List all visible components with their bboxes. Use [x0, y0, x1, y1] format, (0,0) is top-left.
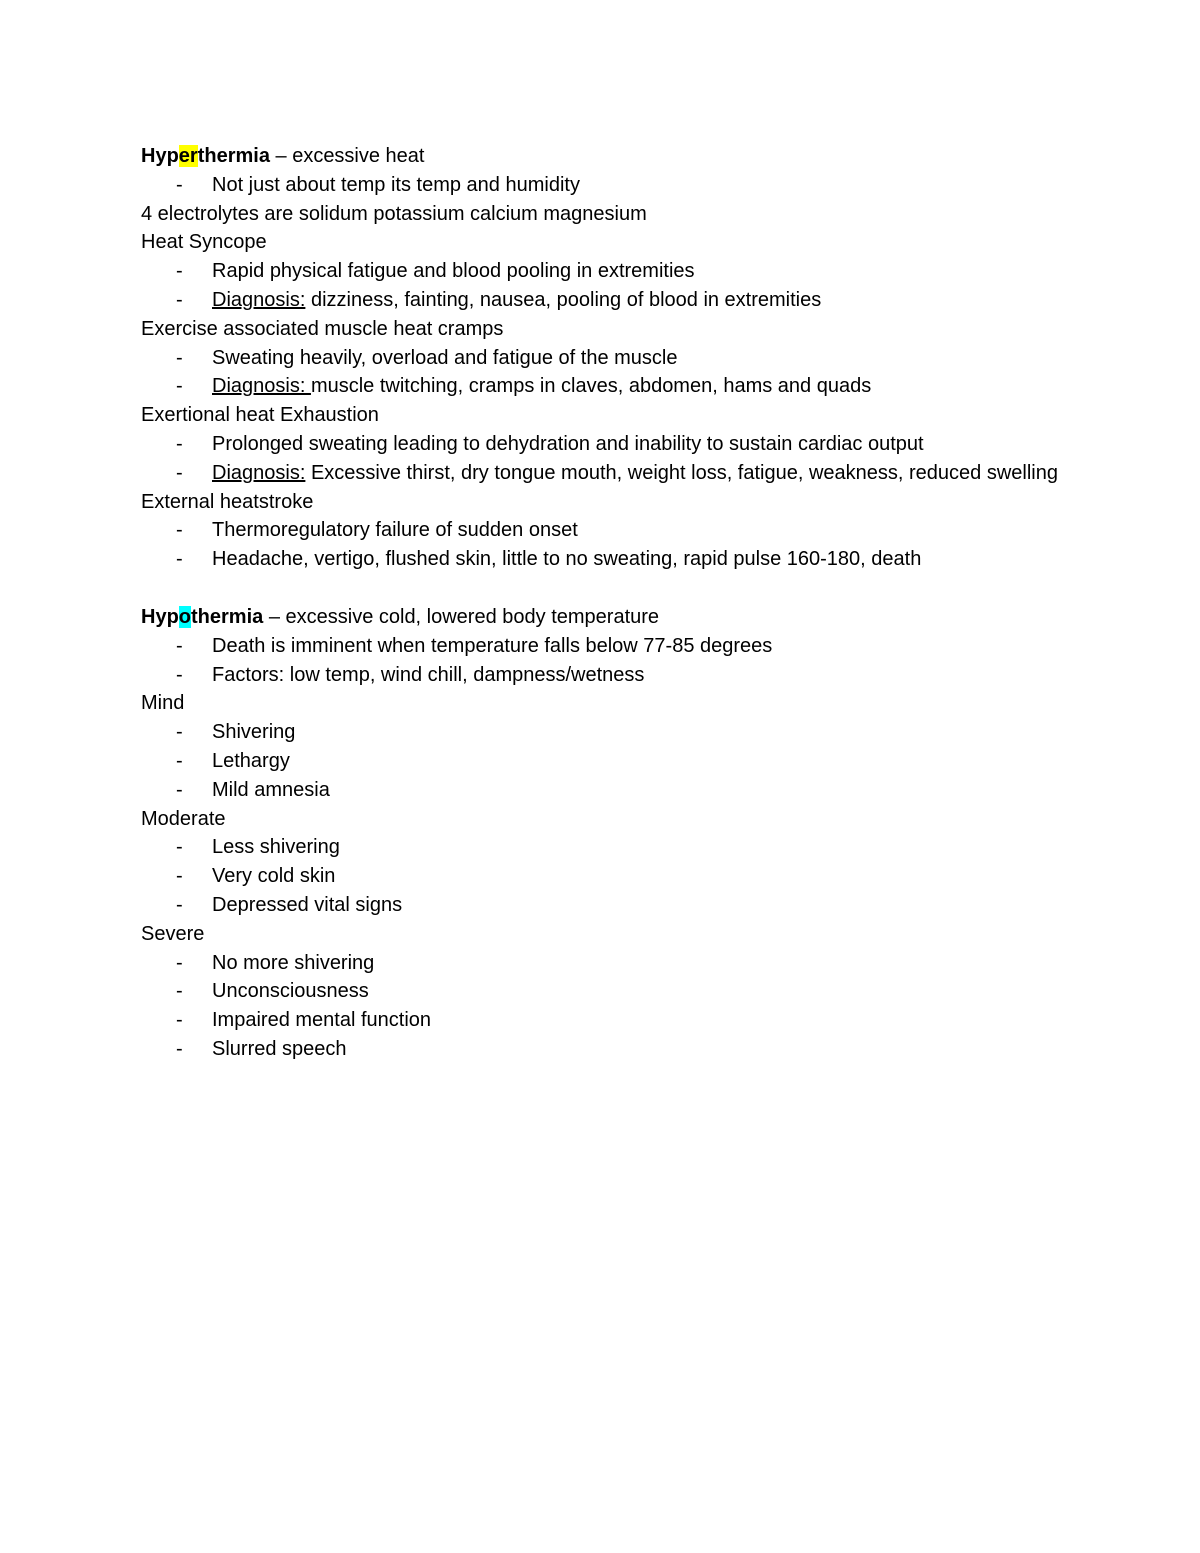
list-item-diagnosis — [141, 372, 1061, 401]
item-text: Rapid physical fatigue and blood pooling in extremities — [212, 260, 695, 283]
section-heading-heatstroke: External heatstroke — [141, 490, 314, 513]
blank-line — [141, 574, 1061, 603]
list-item — [141, 344, 1061, 373]
list-item — [141, 661, 1061, 690]
hyperthermia-heading — [141, 142, 1061, 171]
hyperthermia-term — [141, 145, 270, 167]
list-item — [141, 833, 1061, 862]
bullet-dash: - — [176, 461, 183, 484]
item-text: Depressed vital signs — [212, 893, 403, 916]
bullet-dash: - — [176, 721, 183, 744]
section-heading-heat-syncope: Heat Syncope — [141, 231, 267, 254]
item-text: Headache, vertigo, flushed skin, little to no sweating, rapid pulse 160-180, death — [212, 548, 922, 571]
bullet-dash: - — [176, 663, 183, 686]
term-prefix: Hyp — [141, 605, 179, 628]
item-text: Death is imminent when temperature falls below 77-85 degrees — [212, 634, 773, 657]
item-text: Slurred speech — [212, 1037, 347, 1060]
list-item — [141, 1006, 1061, 1035]
list-item-diagnosis — [141, 459, 1061, 488]
bullet-dash: - — [176, 980, 183, 1003]
bullet-dash: - — [176, 893, 183, 916]
hypothermia-heading — [141, 603, 1061, 632]
list-item — [141, 632, 1061, 661]
bullet-dash: - — [176, 548, 183, 571]
list-item — [141, 949, 1061, 978]
item-text: Very cold skin — [212, 865, 336, 888]
document-body — [141, 142, 1061, 1064]
cyan-highlight: o — [178, 605, 192, 628]
diagnosis-label: Diagnosis: — [212, 375, 311, 398]
hypothermia-definition: – excessive cold, lowered body temperature — [263, 605, 660, 628]
hypothermia-term — [141, 606, 263, 628]
diagnosis-label: Diagnosis: — [212, 461, 306, 484]
bullet-dash: - — [176, 288, 183, 311]
bullet-dash: - — [176, 1009, 183, 1032]
diagnosis-label: Diagnosis: — [212, 288, 306, 311]
item-text: Shivering — [212, 721, 296, 744]
section-heading-severe: Severe — [141, 922, 205, 945]
bullet-dash: - — [176, 260, 183, 283]
item-text: Mild amnesia — [212, 778, 330, 801]
list-item — [141, 747, 1061, 776]
bullet-dash: - — [176, 865, 183, 888]
bullet-dash: - — [176, 778, 183, 801]
term-suffix: thermia — [197, 145, 270, 167]
item-text: Sweating heavily, overload and fatigue of the muscle — [212, 346, 678, 369]
item-text: Less shivering — [212, 836, 340, 859]
section-heading-heat-cramps: Exercise associated muscle heat cramps — [141, 317, 504, 340]
item-text: Lethargy — [212, 749, 290, 772]
section-heading-moderate: Moderate — [141, 807, 226, 830]
bullet-dash: - — [176, 432, 183, 455]
list-item — [141, 977, 1061, 1006]
section-heading-heat-exhaustion: Exertional heat Exhaustion — [141, 404, 379, 427]
bullet-dash: - — [176, 749, 183, 772]
item-text: Not just about temp its temp and humidity — [212, 173, 580, 196]
list-item — [141, 718, 1061, 747]
electrolytes-line: 4 electrolytes are solidum potassium calcium magnesium — [141, 202, 647, 225]
item-text: No more shivering — [212, 951, 375, 974]
list-item — [141, 171, 1061, 200]
list-item — [141, 430, 1061, 459]
list-item — [141, 776, 1061, 805]
yellow-highlight: er — [178, 145, 198, 167]
diagnosis-text: Excessive thirst, dry tongue mouth, weight loss, fatigue, weakness, reduced swelling — [305, 461, 1058, 484]
item-text: Factors: low temp, wind chill, dampness/wetness — [212, 663, 645, 686]
bullet-dash: - — [176, 173, 183, 196]
bullet-dash: - — [176, 346, 183, 369]
item-text: Impaired mental function — [212, 1009, 432, 1032]
bullet-dash: - — [176, 836, 183, 859]
item-text: Prolonged sweating leading to dehydration and inability to sustain cardiac output — [212, 432, 924, 455]
list-item-diagnosis — [141, 286, 1061, 315]
list-item — [141, 257, 1061, 286]
item-text: Unconsciousness — [212, 980, 369, 1003]
list-item — [141, 1035, 1061, 1064]
list-item — [141, 516, 1061, 545]
diagnosis-text: dizziness, fainting, nausea, pooling of blood in extremities — [305, 288, 822, 311]
bullet-dash: - — [176, 375, 183, 398]
list-item — [141, 545, 1061, 574]
bullet-dash: - — [176, 519, 183, 542]
hyperthermia-definition: – excessive heat — [269, 145, 425, 167]
section-heading-mind: Mind — [141, 692, 185, 715]
term-suffix: thermia — [191, 605, 264, 628]
item-text: Thermoregulatory failure of sudden onset — [212, 519, 578, 542]
term-prefix: Hyp — [141, 145, 179, 167]
bullet-dash: - — [176, 951, 183, 974]
list-item — [141, 891, 1061, 920]
diagnosis-text: muscle twitching, cramps in claves, abdomen, hams and quads — [310, 375, 872, 398]
bullet-dash: - — [176, 1037, 183, 1060]
list-item — [141, 862, 1061, 891]
bullet-dash: - — [176, 634, 183, 657]
